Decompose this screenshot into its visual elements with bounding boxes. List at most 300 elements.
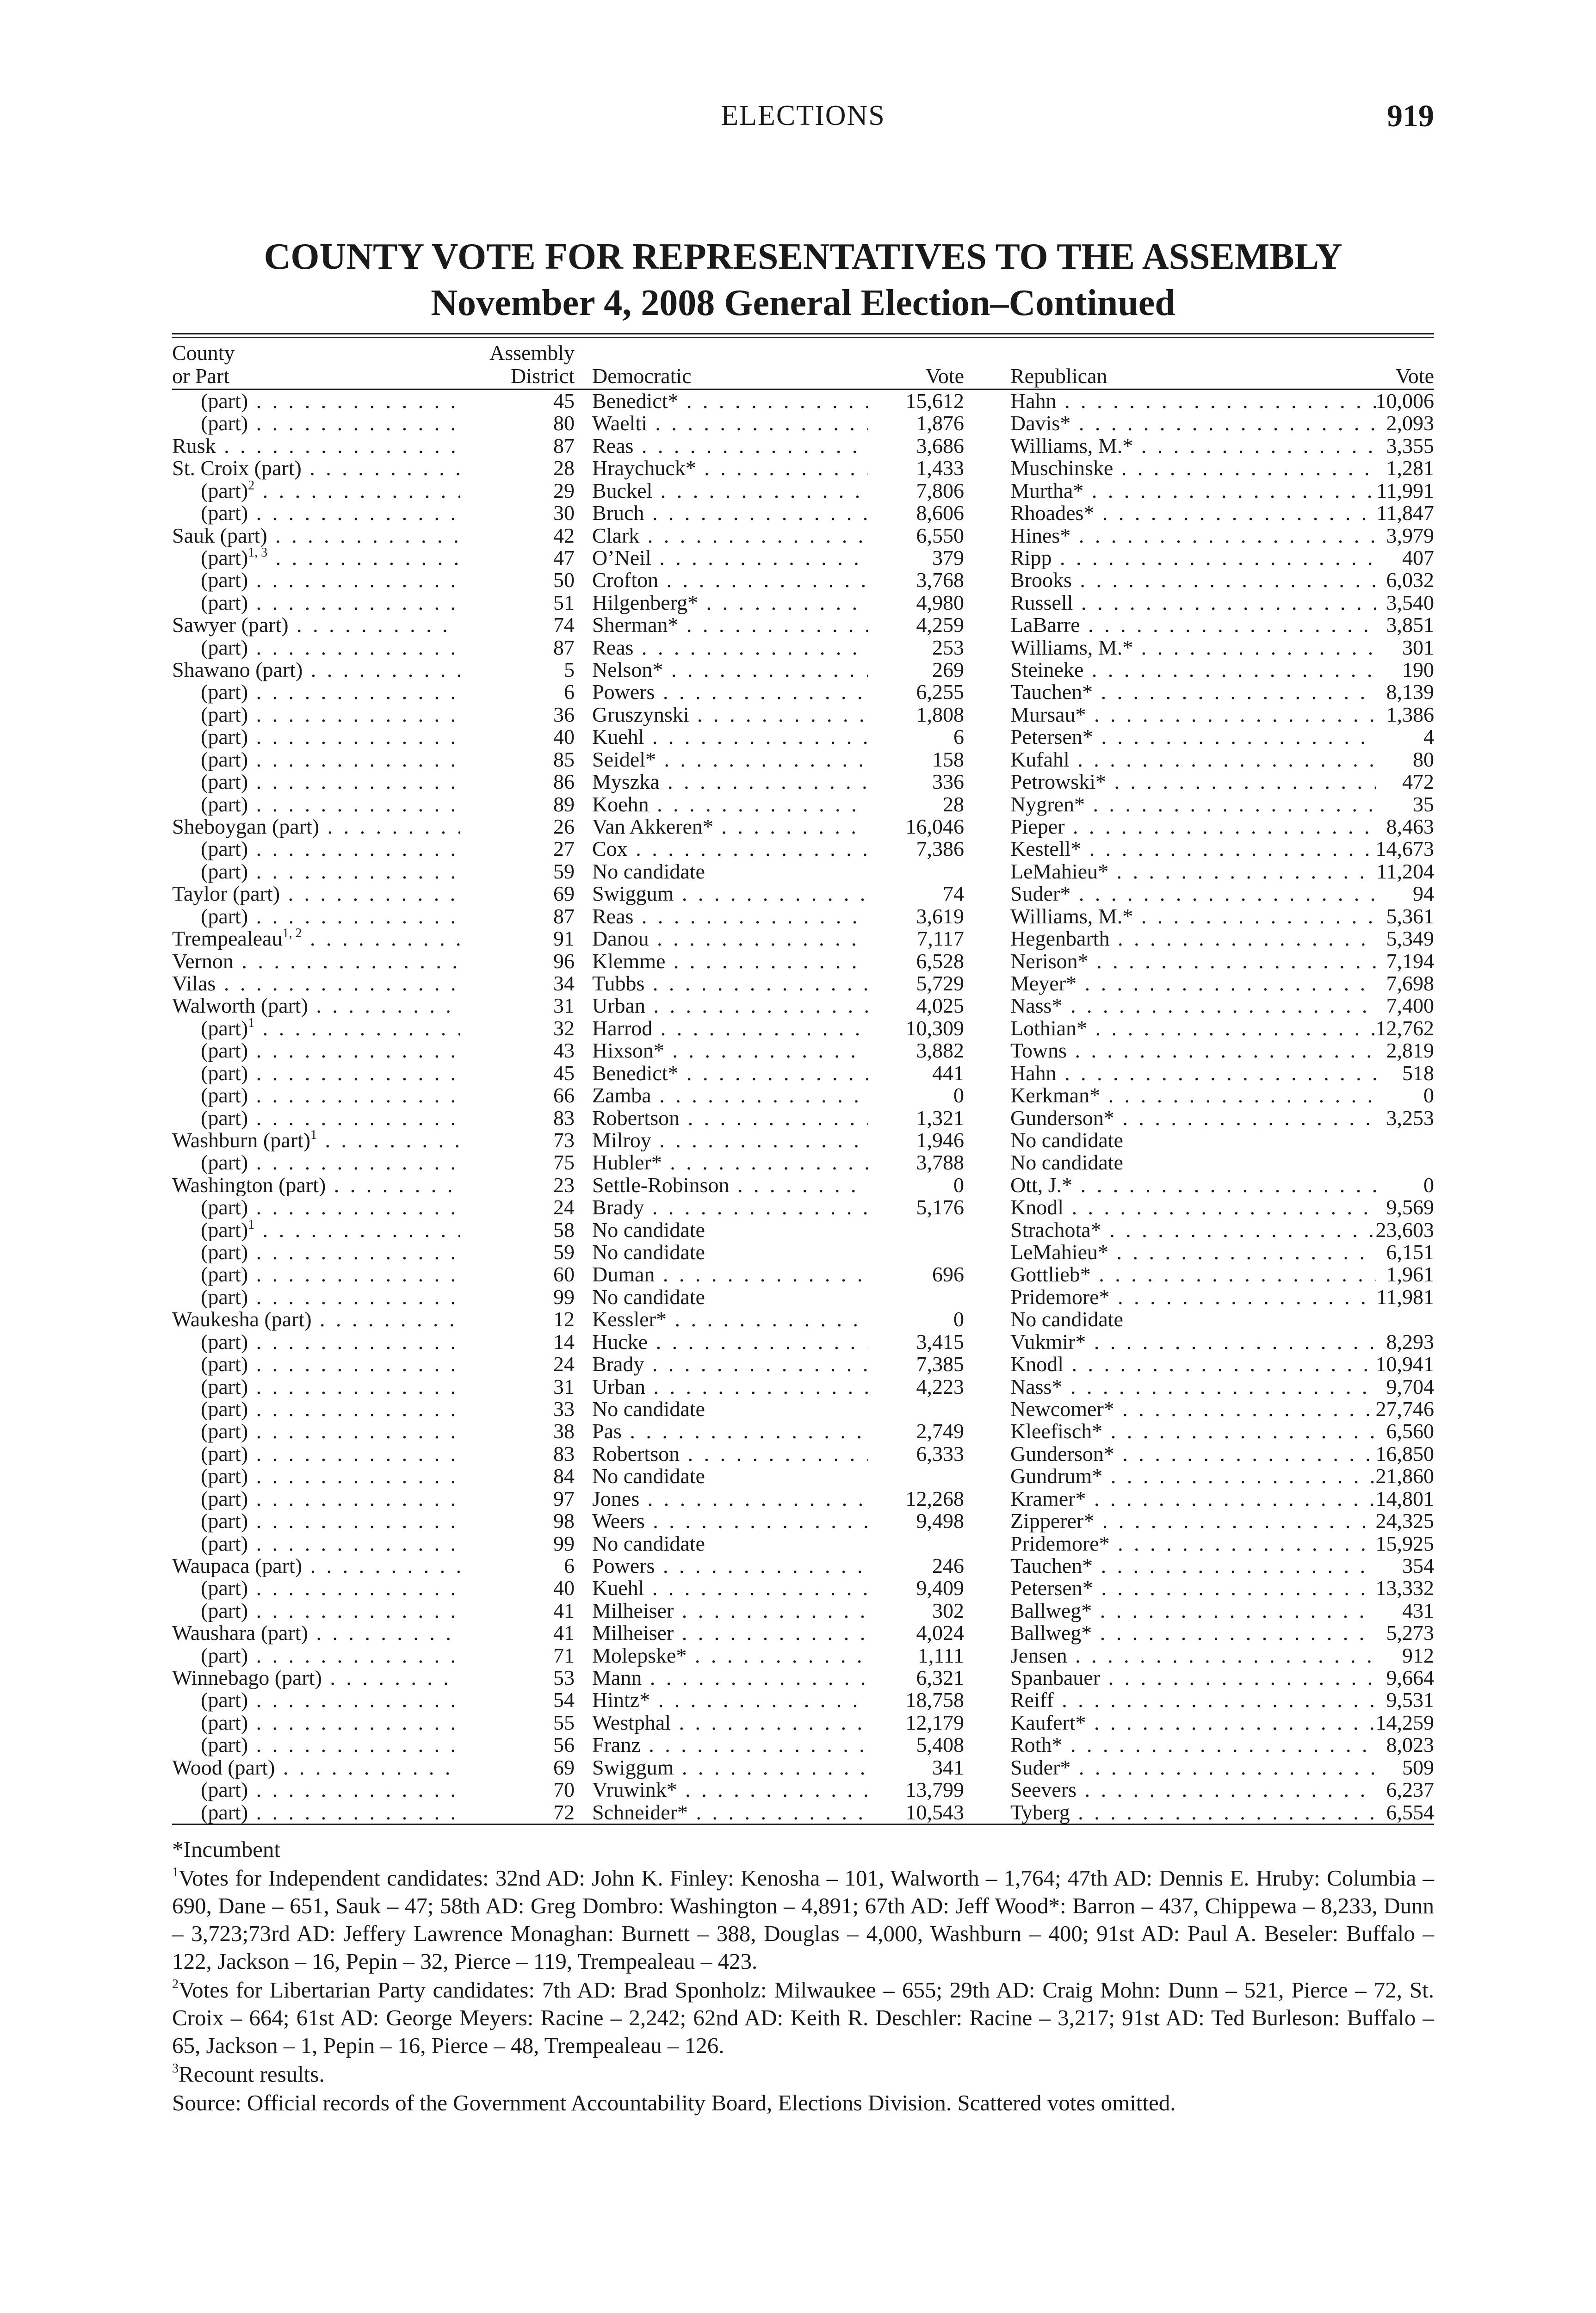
- republican-vote-cell-text: 24,325: [1375, 1510, 1434, 1533]
- district-cell-text: 59: [553, 1241, 575, 1264]
- district-cell: [488, 1600, 575, 1622]
- democrat-vote-cell-text: 2,749: [916, 1420, 964, 1443]
- republican-cell-text: Reiff: [1010, 1689, 1054, 1712]
- republican-vote-cell: [1236, 793, 1434, 816]
- democrat-vote-cell: [866, 1488, 964, 1510]
- note-1-text: Votes for Independent candidates: 32nd AD: John K. Finley: Kenosha – 101, Walworth – 1,764; 47th AD: Dennis E. Hruby: Columbia – 690, Dane – 651, Sauk – 47; 58th AD: Greg Dombro: Washington – 4,891; 67th AD: Jeff Wood*: Barron – 437, Chippewa – 8,233, Dunn – 3,723;73rd AD: Jeffery Lawrence Monaghan: Burnett – 388, Douglas – 4,000, Washburn – 400; 91st AD: Paul A. Beseler: Buffalo – 122, Jackson – 16, Pepin – 32, Pierce – 119, Trempealeau – 423.: [172, 1865, 1434, 1974]
- democrat-vote-cell: [866, 525, 964, 547]
- county-cell-text: (part): [201, 1577, 248, 1600]
- democrat-vote-cell: [866, 480, 964, 502]
- democrat-cell-text: Cox: [592, 838, 628, 860]
- county-cell-text: Washington (part): [172, 1174, 326, 1197]
- democrat-cell-text: Hucke: [592, 1330, 648, 1354]
- district-cell: [488, 1241, 575, 1263]
- district-cell: [488, 1174, 575, 1196]
- democrat-vote-cell-text: 74: [943, 883, 964, 905]
- democrat-cell-text: No candidate: [592, 1532, 705, 1555]
- democrat-cell-text: Reas: [592, 434, 634, 458]
- republican-cell-text: Hahn: [1010, 1062, 1057, 1085]
- republican-vote-cell-text: 2,093: [1386, 412, 1434, 435]
- democrat-cell-text: Settle-Robinson: [592, 1174, 730, 1197]
- district-cell-text: 99: [553, 1286, 575, 1309]
- republican-cell-text: Ripp: [1010, 546, 1052, 569]
- district-cell: [488, 1779, 575, 1801]
- democrat-vote-cell: [866, 1689, 964, 1711]
- republican-vote-cell: [1236, 1196, 1434, 1218]
- county-cell-text: (part): [201, 726, 248, 748]
- district-cell: [488, 1645, 575, 1667]
- republican-vote-cell: [1236, 480, 1434, 502]
- county-cell: [172, 1107, 460, 1129]
- republican-vote-cell: [1236, 614, 1434, 636]
- democrat-cell-text: Swiggum: [592, 883, 674, 905]
- district-cell-text: 45: [553, 390, 575, 413]
- county-cell: [172, 1151, 460, 1174]
- republican-vote-cell-text: 80: [1413, 748, 1434, 771]
- republican-vote-cell-text: 6,151: [1386, 1241, 1434, 1264]
- democrat-cell-text: Vruwink*: [592, 1779, 677, 1801]
- county-cell: [172, 1622, 460, 1644]
- running-head: [172, 93, 1434, 139]
- republican-vote-cell-text: 9,664: [1386, 1667, 1434, 1689]
- democrat-cell: [592, 838, 868, 860]
- county-cell: [172, 1219, 460, 1241]
- republican-cell-text: LeMahieu*: [1010, 1241, 1109, 1264]
- district-cell-text: 14: [553, 1330, 575, 1354]
- county-cell: [172, 726, 460, 748]
- county-cell: [172, 1600, 460, 1622]
- county-cell: [172, 502, 460, 524]
- district-cell: [488, 1577, 575, 1599]
- header-republican: Republican: [1010, 364, 1107, 388]
- democrat-vote-cell: [866, 1712, 964, 1734]
- table-row: [172, 771, 1434, 793]
- table-row: [172, 614, 1434, 636]
- republican-vote-cell: [1236, 547, 1434, 569]
- democrat-cell-text: Gruszynski: [592, 703, 689, 726]
- democrat-cell: [592, 1667, 868, 1689]
- county-cell-text: (part): [201, 771, 248, 793]
- republican-vote-cell-text: 6,560: [1386, 1420, 1434, 1443]
- table-row: [172, 480, 1434, 502]
- republican-cell-text: Davis*: [1010, 412, 1071, 435]
- title-line-2: November 4, 2008 General Election–Continued: [431, 283, 1175, 323]
- county-cell: [172, 525, 460, 547]
- table-row: [172, 860, 1434, 883]
- democrat-vote-cell-text: 341: [932, 1756, 964, 1779]
- democrat-vote-cell-text: 6,550: [916, 524, 964, 547]
- table-row: [172, 1174, 1434, 1196]
- republican-vote-cell: [1236, 905, 1434, 928]
- democrat-cell-text: Robertson: [592, 1107, 680, 1129]
- republican-vote-cell-text: 472: [1402, 771, 1434, 793]
- democrat-cell: [592, 1017, 868, 1039]
- district-cell-text: 99: [553, 1532, 575, 1555]
- district-cell-text: 40: [553, 1577, 575, 1600]
- democrat-cell-text: Franz: [592, 1734, 641, 1756]
- republican-cell-text: Nerison*: [1010, 950, 1089, 972]
- table-row: [172, 1577, 1434, 1599]
- county-cell: [172, 1465, 460, 1487]
- republican-vote-cell: [1236, 1756, 1434, 1779]
- district-cell: [488, 1129, 575, 1151]
- district-cell-text: 87: [553, 434, 575, 458]
- republican-cell-text: Kaufert*: [1010, 1711, 1086, 1734]
- democrat-cell-text: Bruch: [592, 502, 644, 525]
- democrat-cell: [592, 905, 868, 928]
- democrat-cell: [592, 1174, 868, 1196]
- county-cell: [172, 1196, 460, 1218]
- democrat-cell-text: Urban: [592, 1375, 645, 1398]
- republican-vote-cell-text: 5,349: [1386, 928, 1434, 950]
- county-cell: [172, 1084, 460, 1107]
- district-cell: [488, 1555, 575, 1577]
- county-cell-text: (part): [201, 1442, 248, 1466]
- republican-vote-cell-text: 14,673: [1375, 838, 1434, 860]
- democrat-vote-cell: [866, 1107, 964, 1129]
- democrat-cell: [592, 1263, 868, 1286]
- democrat-vote-cell: [866, 592, 964, 614]
- header-or-part: or Part: [172, 364, 229, 388]
- democrat-cell-text: No candidate: [592, 1241, 705, 1264]
- republican-cell-text: Kerkman*: [1010, 1084, 1101, 1107]
- democrat-vote-cell: [866, 905, 964, 928]
- county-cell-text: (part): [201, 1218, 248, 1242]
- district-cell: [488, 995, 575, 1017]
- republican-vote-cell: [1236, 569, 1434, 591]
- county-cell-text: (part): [201, 838, 248, 860]
- table-row: [172, 1398, 1434, 1420]
- democrat-cell: [592, 1510, 868, 1532]
- democrat-cell: [592, 771, 868, 793]
- republican-cell-text: Petrowski*: [1010, 771, 1106, 793]
- table-row: [172, 435, 1434, 457]
- republican-cell-text: No candidate: [1010, 1151, 1123, 1174]
- header-district: District: [511, 364, 575, 388]
- district-cell-text: 75: [553, 1151, 575, 1174]
- county-cell: [172, 1353, 460, 1375]
- republican-vote-cell: [1236, 659, 1434, 681]
- county-cell-text: (part): [201, 1375, 248, 1398]
- note-3: [172, 2060, 1434, 2088]
- republican-vote-cell: [1236, 771, 1434, 793]
- county-cell: [172, 793, 460, 816]
- table-header: [172, 341, 1434, 390]
- county-cell-text: Sheboygan (part): [172, 816, 320, 838]
- table-row: [172, 838, 1434, 860]
- county-cell: [172, 816, 460, 838]
- democrat-vote-cell-text: 3,768: [916, 569, 964, 592]
- header-dem-vote: Vote: [925, 364, 964, 388]
- republican-vote-cell-text: 8,293: [1386, 1330, 1434, 1354]
- democrat-cell-text: Kuehl: [592, 1577, 644, 1600]
- district-cell: [488, 1308, 575, 1330]
- republican-cell-text: Gunderson*: [1010, 1442, 1114, 1466]
- republican-vote-cell: [1236, 1734, 1434, 1756]
- democrat-vote-cell-text: 302: [932, 1599, 964, 1622]
- footnote-mark: 1, 2: [282, 928, 302, 941]
- table-row: [172, 1420, 1434, 1442]
- democrat-cell-text: Hilgenberg*: [592, 591, 699, 614]
- district-cell-text: 98: [553, 1510, 575, 1533]
- district-cell-text: 74: [553, 614, 575, 637]
- district-cell-text: 59: [553, 860, 575, 883]
- republican-vote-cell-text: 6,237: [1386, 1779, 1434, 1801]
- district-cell: [488, 412, 575, 434]
- republican-cell-text: Vukmir*: [1010, 1330, 1086, 1354]
- table-row: [172, 1689, 1434, 1711]
- democrat-vote-cell-text: 6,333: [916, 1442, 964, 1466]
- republican-cell-text: Spanbauer: [1010, 1667, 1101, 1689]
- county-cell-text: (part): [201, 591, 248, 614]
- republican-cell-text: Petersen*: [1010, 726, 1093, 748]
- democrat-cell-text: Weers: [592, 1510, 645, 1533]
- county-cell-text: (part): [201, 1241, 248, 1264]
- district-cell: [488, 771, 575, 793]
- county-cell-text: (part): [201, 1398, 248, 1421]
- county-cell-text: (part): [201, 1711, 248, 1734]
- democrat-vote-cell: [866, 614, 964, 636]
- democrat-vote-cell-text: 4,980: [916, 591, 964, 614]
- district-cell: [488, 480, 575, 502]
- county-cell: [172, 1398, 460, 1420]
- county-cell: [172, 883, 460, 905]
- democrat-cell-text: Duman: [592, 1263, 655, 1286]
- county-cell-text: (part): [201, 502, 248, 525]
- county-cell-text: (part): [201, 1510, 248, 1533]
- democrat-cell-text: Nelson*: [592, 659, 663, 681]
- district-cell-text: 73: [553, 1129, 575, 1152]
- republican-cell-text: Knodl: [1010, 1196, 1064, 1219]
- republican-vote-cell: [1236, 435, 1434, 457]
- table-row: [172, 1241, 1434, 1263]
- district-cell-text: 28: [553, 457, 575, 480]
- republican-vote-cell-text: 6,032: [1386, 569, 1434, 592]
- democrat-cell-text: Hintz*: [592, 1689, 650, 1712]
- county-cell-text: Sawyer (part): [172, 614, 289, 637]
- table-row: [172, 1555, 1434, 1577]
- table-row: [172, 547, 1434, 569]
- note-1-mark: 1: [172, 1865, 179, 1880]
- district-cell-text: 80: [553, 412, 575, 435]
- democrat-cell-text: Benedict*: [592, 1062, 679, 1085]
- democrat-cell-text: Swiggum: [592, 1756, 674, 1779]
- republican-cell-text: No candidate: [1010, 1129, 1123, 1152]
- district-cell-text: 96: [553, 950, 575, 972]
- table-row: [172, 1667, 1434, 1689]
- democrat-cell: [592, 1555, 868, 1577]
- table-row: [172, 704, 1434, 726]
- district-cell: [488, 1286, 575, 1308]
- republican-cell-text: LaBarre: [1010, 614, 1080, 637]
- democrat-vote-cell-text: 246: [932, 1554, 964, 1577]
- county-cell: [172, 1174, 460, 1196]
- democrat-vote-cell: [866, 1600, 964, 1622]
- democrat-vote-cell-text: 0: [953, 1308, 964, 1331]
- county-cell-text: Taylor (part): [172, 883, 280, 905]
- democrat-vote-cell: [866, 771, 964, 793]
- democrat-cell: [592, 435, 868, 457]
- republican-vote-cell-text: 12,762: [1375, 1017, 1434, 1040]
- democrat-cell-text: No candidate: [592, 1465, 705, 1488]
- footnote-mark: 2: [248, 479, 255, 493]
- democrat-cell-text: Milheiser: [592, 1622, 674, 1645]
- democrat-cell: [592, 1645, 868, 1667]
- democrat-cell: [592, 1062, 868, 1084]
- republican-vote-cell-text: 3,851: [1386, 614, 1434, 637]
- table-row: [172, 457, 1434, 479]
- table-row: [172, 1465, 1434, 1487]
- democrat-vote-cell-text: 15,612: [905, 390, 964, 413]
- republican-cell-text: Steineke: [1010, 659, 1084, 681]
- republican-cell-text: Kufahl: [1010, 748, 1070, 771]
- democrat-cell-text: Milheiser: [592, 1599, 674, 1622]
- democrat-cell: [592, 547, 868, 569]
- county-cell-text: (part): [201, 1420, 248, 1443]
- democrat-cell: [592, 480, 868, 502]
- democrat-vote-cell-text: 6,321: [916, 1667, 964, 1689]
- table-row: [172, 1510, 1434, 1532]
- county-cell: [172, 547, 460, 569]
- district-cell-text: 24: [553, 1353, 575, 1376]
- county-cell-text: (part): [201, 1017, 248, 1040]
- democrat-vote-cell-text: 1,321: [916, 1107, 964, 1129]
- democrat-vote-cell: [866, 1645, 964, 1667]
- republican-vote-cell: [1236, 502, 1434, 524]
- democrat-cell: [592, 1488, 868, 1510]
- democrat-cell-text: Crofton: [592, 569, 659, 592]
- republican-vote-cell: [1236, 1420, 1434, 1442]
- note-2: [172, 1976, 1434, 2059]
- table-row: [172, 1084, 1434, 1107]
- democrat-cell-text: Klemme: [592, 950, 666, 972]
- democrat-vote-cell-text: 9,409: [916, 1577, 964, 1600]
- header-rule: [172, 333, 1434, 334]
- republican-vote-cell-text: 431: [1402, 1599, 1434, 1622]
- democrat-vote-cell: [866, 390, 964, 412]
- county-cell: [172, 1712, 460, 1734]
- republican-cell-text: Jensen: [1010, 1644, 1067, 1667]
- district-cell-text: 50: [553, 569, 575, 592]
- democrat-vote-cell-text: 0: [953, 1174, 964, 1197]
- democrat-cell: [592, 995, 868, 1017]
- county-cell-text: Waupaca (part): [172, 1554, 303, 1577]
- democrat-cell: [592, 1734, 868, 1756]
- democrat-vote-cell: [866, 569, 964, 591]
- footnote-mark: 1: [248, 1218, 255, 1232]
- democrat-vote-cell-text: 3,619: [916, 905, 964, 928]
- republican-cell-text: Knodl: [1010, 1353, 1064, 1376]
- democrat-cell-text: Westphal: [592, 1711, 671, 1734]
- district-cell-text: 6: [564, 1554, 575, 1577]
- democrat-vote-cell: [866, 1174, 964, 1196]
- democrat-vote-cell-text: 6: [953, 726, 964, 748]
- table-row: [172, 390, 1434, 412]
- district-cell: [488, 704, 575, 726]
- republican-cell-text: Suder*: [1010, 883, 1071, 905]
- county-cell: [172, 480, 460, 502]
- table-row: [172, 1779, 1434, 1801]
- county-cell-text: (part): [201, 412, 248, 435]
- district-cell: [488, 659, 575, 681]
- democrat-cell-text: Reas: [592, 636, 634, 659]
- county-cell: [172, 1376, 460, 1398]
- democrat-cell: [592, 1376, 868, 1398]
- democrat-cell: [592, 972, 868, 995]
- republican-cell-text: Lothian*: [1010, 1017, 1088, 1040]
- republican-cell-text: Hines*: [1010, 524, 1071, 547]
- header-rule-2: [172, 337, 1434, 338]
- table-row: [172, 1196, 1434, 1218]
- republican-cell-text: Tauchen*: [1010, 681, 1093, 704]
- democrat-cell: [592, 637, 868, 659]
- democrat-cell-text: No candidate: [592, 1286, 705, 1309]
- democrat-vote-cell: [866, 1084, 964, 1107]
- republican-vote-cell-text: 9,531: [1386, 1689, 1434, 1712]
- district-cell: [488, 1107, 575, 1129]
- democrat-vote-cell-text: 12,179: [905, 1711, 964, 1734]
- republican-vote-cell: [1236, 1533, 1434, 1555]
- democrat-cell: [592, 592, 868, 614]
- republican-cell-text: Pridemore*: [1010, 1532, 1110, 1555]
- democrat-cell: [592, 1533, 868, 1555]
- republican-cell-text: Petersen*: [1010, 1577, 1093, 1600]
- republican-vote-cell-text: 5,361: [1386, 905, 1434, 928]
- democrat-cell-text: Robertson: [592, 1442, 680, 1466]
- republican-vote-cell-text: 16,850: [1375, 1442, 1434, 1466]
- democrat-cell: [592, 726, 868, 748]
- democrat-vote-cell-text: 441: [932, 1062, 964, 1085]
- republican-vote-cell-text: 3,355: [1386, 434, 1434, 458]
- district-cell-text: 87: [553, 636, 575, 659]
- republican-vote-cell-text: 11,981: [1376, 1286, 1434, 1309]
- democrat-cell-text: Hubler*: [592, 1151, 662, 1174]
- district-cell-text: 66: [553, 1084, 575, 1107]
- democrat-cell-text: O’Neil: [592, 546, 651, 569]
- democrat-vote-cell-text: 10,543: [905, 1801, 964, 1824]
- republican-cell-text: Brooks: [1010, 569, 1072, 592]
- county-cell: [172, 1488, 460, 1510]
- republican-cell-text: Muschinske: [1010, 457, 1113, 480]
- republican-vote-cell: [1236, 950, 1434, 972]
- democrat-cell: [592, 1600, 868, 1622]
- democrat-cell: [592, 928, 868, 950]
- district-cell: [488, 1376, 575, 1398]
- county-cell-text: (part): [201, 1084, 248, 1107]
- district-cell-text: 5: [564, 659, 575, 681]
- republican-vote-cell-text: 7,698: [1386, 972, 1434, 995]
- democrat-vote-cell: [866, 412, 964, 434]
- democrat-cell: [592, 1443, 868, 1465]
- republican-vote-cell: [1236, 1174, 1434, 1196]
- republican-vote-cell: [1236, 681, 1434, 703]
- district-cell: [488, 905, 575, 928]
- democrat-cell-text: Pas: [592, 1420, 622, 1443]
- district-cell: [488, 1756, 575, 1779]
- table-row: [172, 1801, 1434, 1825]
- table-row: [172, 1151, 1434, 1174]
- district-cell-text: 55: [553, 1711, 575, 1734]
- republican-vote-cell-text: 301: [1402, 636, 1434, 659]
- district-cell: [488, 748, 575, 771]
- district-cell-text: 29: [553, 479, 575, 502]
- county-cell: [172, 972, 460, 995]
- county-cell: [172, 681, 460, 703]
- democrat-vote-cell: [866, 435, 964, 457]
- county-cell: [172, 659, 460, 681]
- district-cell-text: 51: [553, 591, 575, 614]
- district-cell: [488, 816, 575, 838]
